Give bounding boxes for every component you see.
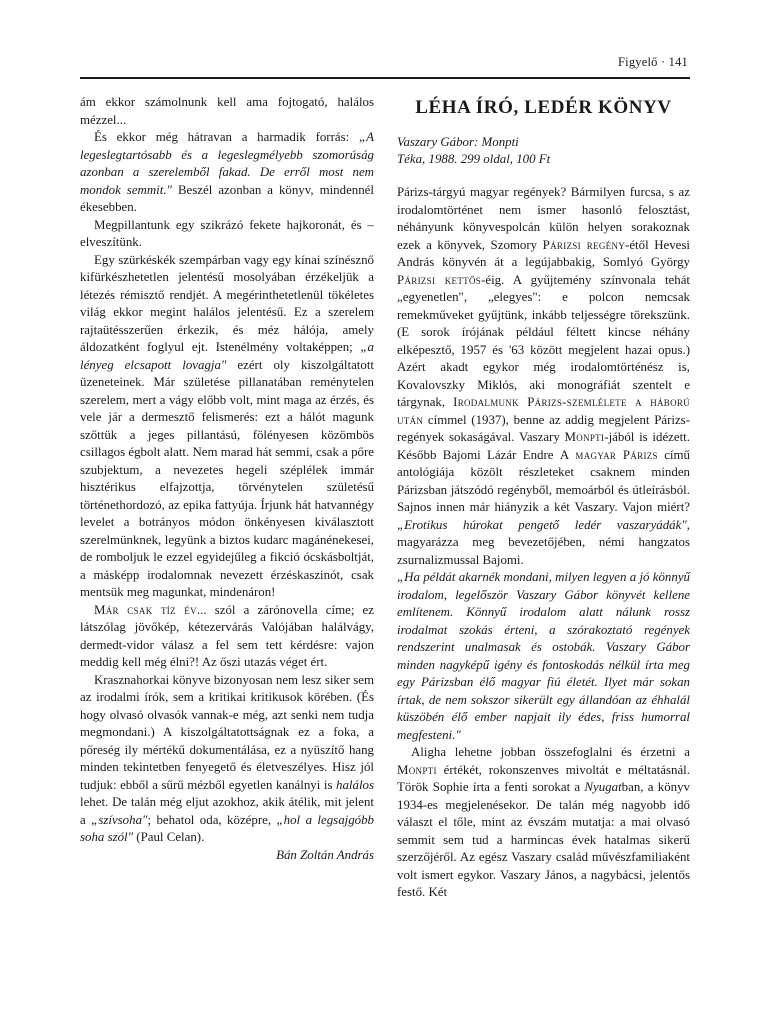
running-head: Figyelő · 141 <box>618 55 688 69</box>
bibliographic-info <box>397 134 690 168</box>
quotation: „hol a legsajgóbb soha szól" <box>80 812 375 844</box>
paragraph <box>80 252 374 602</box>
right-column <box>397 94 690 902</box>
journal-title: Nyugat <box>584 780 622 794</box>
quotation: „szívsoha" <box>91 812 148 827</box>
text: Megpillantunk egy szikrázó fekete hajkoronát, és – elveszítünk. <box>80 217 374 249</box>
small-caps-title: Már csak tíz év <box>94 602 197 617</box>
paragraph <box>80 602 374 672</box>
small-caps-title: Monpti <box>564 430 605 444</box>
text: Beszél azonban a könyv, mindennél ékesebben. <box>80 182 374 214</box>
bib-publisher: Téka, 1988. 299 oldal, 100 Ft <box>397 152 551 166</box>
paragraph <box>80 217 374 252</box>
text: Krasznahorkai könyve bizonyosan nem lesz siker sem az irodalmi írók, sem a kritikai kritikusok körében. (És hogy olvasó olvasók vannak-e még, azt senki nem tudja megmondani.) A kiszolgáltatottságnak ez a foka, a pőreség ily mértékű dokumentálása, ez a nyüszítő hang minden tekintetben fenyegető és életveszélyes. Hisz jól tudjuk: ebből a sűrű mézből egyetlen kanálnyi is <box>80 672 374 792</box>
text: (Paul Celan). <box>133 830 205 844</box>
quotation: „A legeslegtartósabb és a legeslegmélyebb szomorúság azonban a szerelemből fakad. De erről most nem mondok semmit." <box>80 130 374 197</box>
small-caps-title: A magyar Párizs <box>559 447 658 462</box>
text: -éig. A gyűjtemény színvonala tehát „egyenetlen", „elegyes": e polcon nemcsak remekműveket gyűjtünk, inkább teljességre törekszünk. (E sorok írójának például féltett kincse néhány elképesztő, 1957 és '63 között megjelent hazai opus.) Azért akadt egykor még irodalomtörténész is, Kovalovszky Miklós, aki monográfiát szentelt e tárgynak, <box>397 272 691 409</box>
text: Egy szürkéskék szempárban vagy egy kínai színésznő kifürkészhetetlen jelentésű mosolyában érzékeljük a létezés rémisztő rendjét. A megérinthetetlenül tökéletes világ ekkor megint halálos jelentésű. Ez a szerelem rajtaütésszerűen érkezik, és méz hálója, amely áldozatként foglyul ejt. Istenélmény voltaképpen; <box>80 252 374 354</box>
text: ; behatol oda, középre, <box>147 812 277 827</box>
paragraph <box>80 129 374 217</box>
author-signature: Bán Zoltán András <box>276 847 374 862</box>
small-caps-title: Párizsi regény <box>542 237 626 252</box>
text: És ekkor még hátravan a harmadik forrás: <box>94 130 359 144</box>
text: ban, a könyv 1934-es megjelenésekor. De talán még nagyobb idő választ el tőle, mint az évszám mutatja: a mai olvasó semmit sem tud a harmincas évek hatalmas sikerű szerzőjéről. Az egész Vaszary család művészfamiliaként volt ismert egykor. Vaszary János, a nagybácsi, jelentős festő. Két <box>397 780 691 899</box>
text: ... szól a zárónovella címe; ez látszólag jövőkép, kétezervárás Valójában halálvágy, dermedt-vidor válasz a fel sem tett kérdésre: vajon meddig kell még élni?! Az őszi utazás véget ért. <box>80 602 374 669</box>
text: értékét, rokonszenves mivoltát e méltatásnál. Török Sophie írta a fenti sorokat a <box>397 762 690 794</box>
text: ezért oly kiszolgáltatott üzeneteinek. Már születése pillanatában reménytelen szerelem, mert a vágy előbb volt, mint maga az érzés, és vele jár a dermesztő felismerés: ezt a hálót magunk szőttük a jeges pillantású, fölényesen közömbös csillagos égbolt alatt. Nem marad hát semmi, csak a pőre szubjektum, a nevezetes hegeli széplélek immár hisztérikus elfajzottja, törvénytelen születésű történethordozó, az epika fattyúja. Írjunk hát hatvannégy levelet a botrányos módon önkényesen kiválasztott szerelmünknek, legyünk a biztos kudarc magánénekesei, de romboljuk le ezzel egyidejűleg a fikció ócskásboltját, a másképp irodalomnak nevezett érzéskaszinót, csak mentsük meg magunkat, mindenáron! <box>80 357 375 599</box>
text: -jából is idézett. Később Bajomi Lázár Endre <box>397 430 690 462</box>
block-quote: „Ha példát akarnék mondani, milyen legyen a jó könnyű irodalom, legelőször Vaszary Gábor könyvét kellene említenem. Könnyű irodalom alatt nálunk rossz irodalmat szokás érteni, a szórakoztató regények rendszerint unalmasak és ostobák. Vaszary Gábor minden nagyképű igény és fontoskodás nélkül írta meg egy Párizsban élő magyar fiú életét. Ilyet már sokan írtak, de nem sokszor sikerült egy állandóan az éhhalál küszöbén élő ember napjait ily édes, friss humorral megfesteni." <box>397 570 690 742</box>
text: Aligha lehetne jobban összefoglalni és érzetni a <box>411 745 690 759</box>
small-caps-title: Párizsi kettős <box>397 272 482 287</box>
header-rule <box>80 77 690 79</box>
bib-author-title: Vaszary Gábor: Monpti <box>397 135 519 149</box>
left-column <box>80 94 374 864</box>
text: lehet. De talán még eljut azokhoz, akik átélik, mit jelent a <box>80 795 374 827</box>
paragraph <box>80 672 374 847</box>
quotation: „Erotikus húrokat pengető ledér vaszaryádák" <box>397 517 687 532</box>
paragraph <box>80 94 374 129</box>
paragraph <box>397 744 690 902</box>
text: Párizs-tárgyú magyar regények? Bármilyen furcsa, s az irodalomtörténet nem ismer hasonló felosztást, néhányunk könyvespolcán külön helyen sorakoznak ezek a könyvek, Szomory <box>397 185 690 252</box>
text: , magyarázza meg bevezetőjében, némi hangzatos zsurnalizmussal Bajomi. <box>397 517 690 567</box>
article-title: LÉHA ÍRÓ, LEDÉR KÖNYV <box>415 97 672 118</box>
emphasis: halálos <box>336 777 374 792</box>
text: című antológiája közölt részleteket csaknem minden Párizsban játszódó regényből, memoárból és útleírásból. Sajnos innen már hiányzik a két Vaszary. Vajon miért? <box>397 447 690 514</box>
text: ám ekkor számolnunk kell ama fojtogató, halálos mézzel... <box>80 95 374 127</box>
quotation: „a lényeg elcsapott lovagja" <box>80 340 374 372</box>
text: -étől Hevesi András könyvén át a legújabbakig, Somlyó György <box>397 237 690 269</box>
small-caps-title: Monpti <box>397 762 437 777</box>
small-caps-title: Irodalmunk Párizs-szemlélete a háború után <box>397 395 690 427</box>
paragraph <box>397 184 690 569</box>
text: címmel (1937), benne az addig megjelent Párizs-regények sokaságával. Vaszary <box>397 412 690 444</box>
